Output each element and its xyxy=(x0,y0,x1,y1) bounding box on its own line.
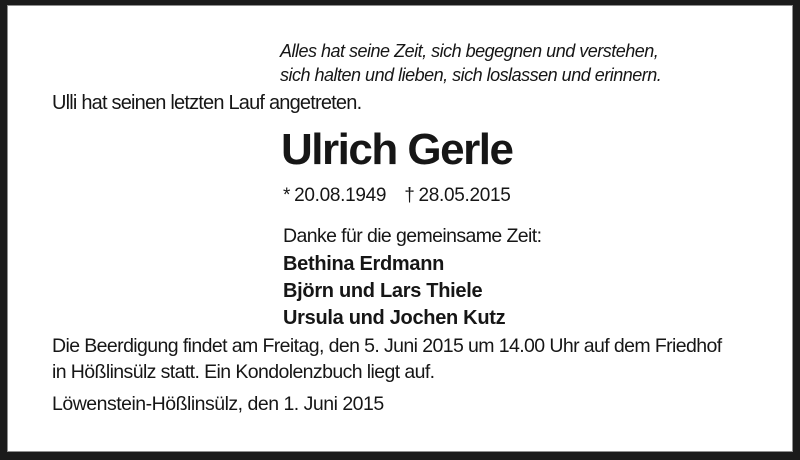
mourner-name: Bethina Erdmann xyxy=(283,253,445,275)
funeral-line-1: Die Beerdigung findet am Freitag, den 5. Juni 2015 um 14.00 Uhr auf dem Friedhof xyxy=(52,335,722,357)
life-dates xyxy=(283,185,511,207)
thanks-line: Danke für die gemeinsame Zeit: xyxy=(283,225,542,247)
mourner-name: Ursula und Jochen Kutz xyxy=(283,307,506,329)
memorial-quote xyxy=(280,39,661,87)
death-date: 28.05.2015 xyxy=(418,185,511,206)
birth-date-group xyxy=(283,185,386,206)
birth-star-symbol: * xyxy=(283,185,291,206)
funeral-line-2: in Hößlinsülz statt. Ein Kondolenzbuch liegt auf. xyxy=(52,361,435,383)
notice-paper xyxy=(7,5,793,452)
closing-place-date: Löwenstein-Hößlinsülz, den 1. Juni 2015 xyxy=(52,393,384,415)
mourner-name: Björn und Lars Thiele xyxy=(283,280,483,302)
quote-line-2: sich halten und lieben, sich loslassen und erinnern. xyxy=(280,65,662,85)
birth-date: 20.08.1949 xyxy=(294,185,387,206)
mourners-list xyxy=(283,251,505,332)
deceased-name: Ulrich Gerle xyxy=(281,125,513,174)
intro-line: Ulli hat seinen letzten Lauf angetreten. xyxy=(52,92,362,114)
death-date-group xyxy=(404,185,510,206)
funeral-info xyxy=(52,333,722,385)
death-cross-symbol: † xyxy=(404,185,415,206)
quote-line-1: Alles hat seine Zeit, sich begegnen und verstehen, xyxy=(280,41,659,61)
